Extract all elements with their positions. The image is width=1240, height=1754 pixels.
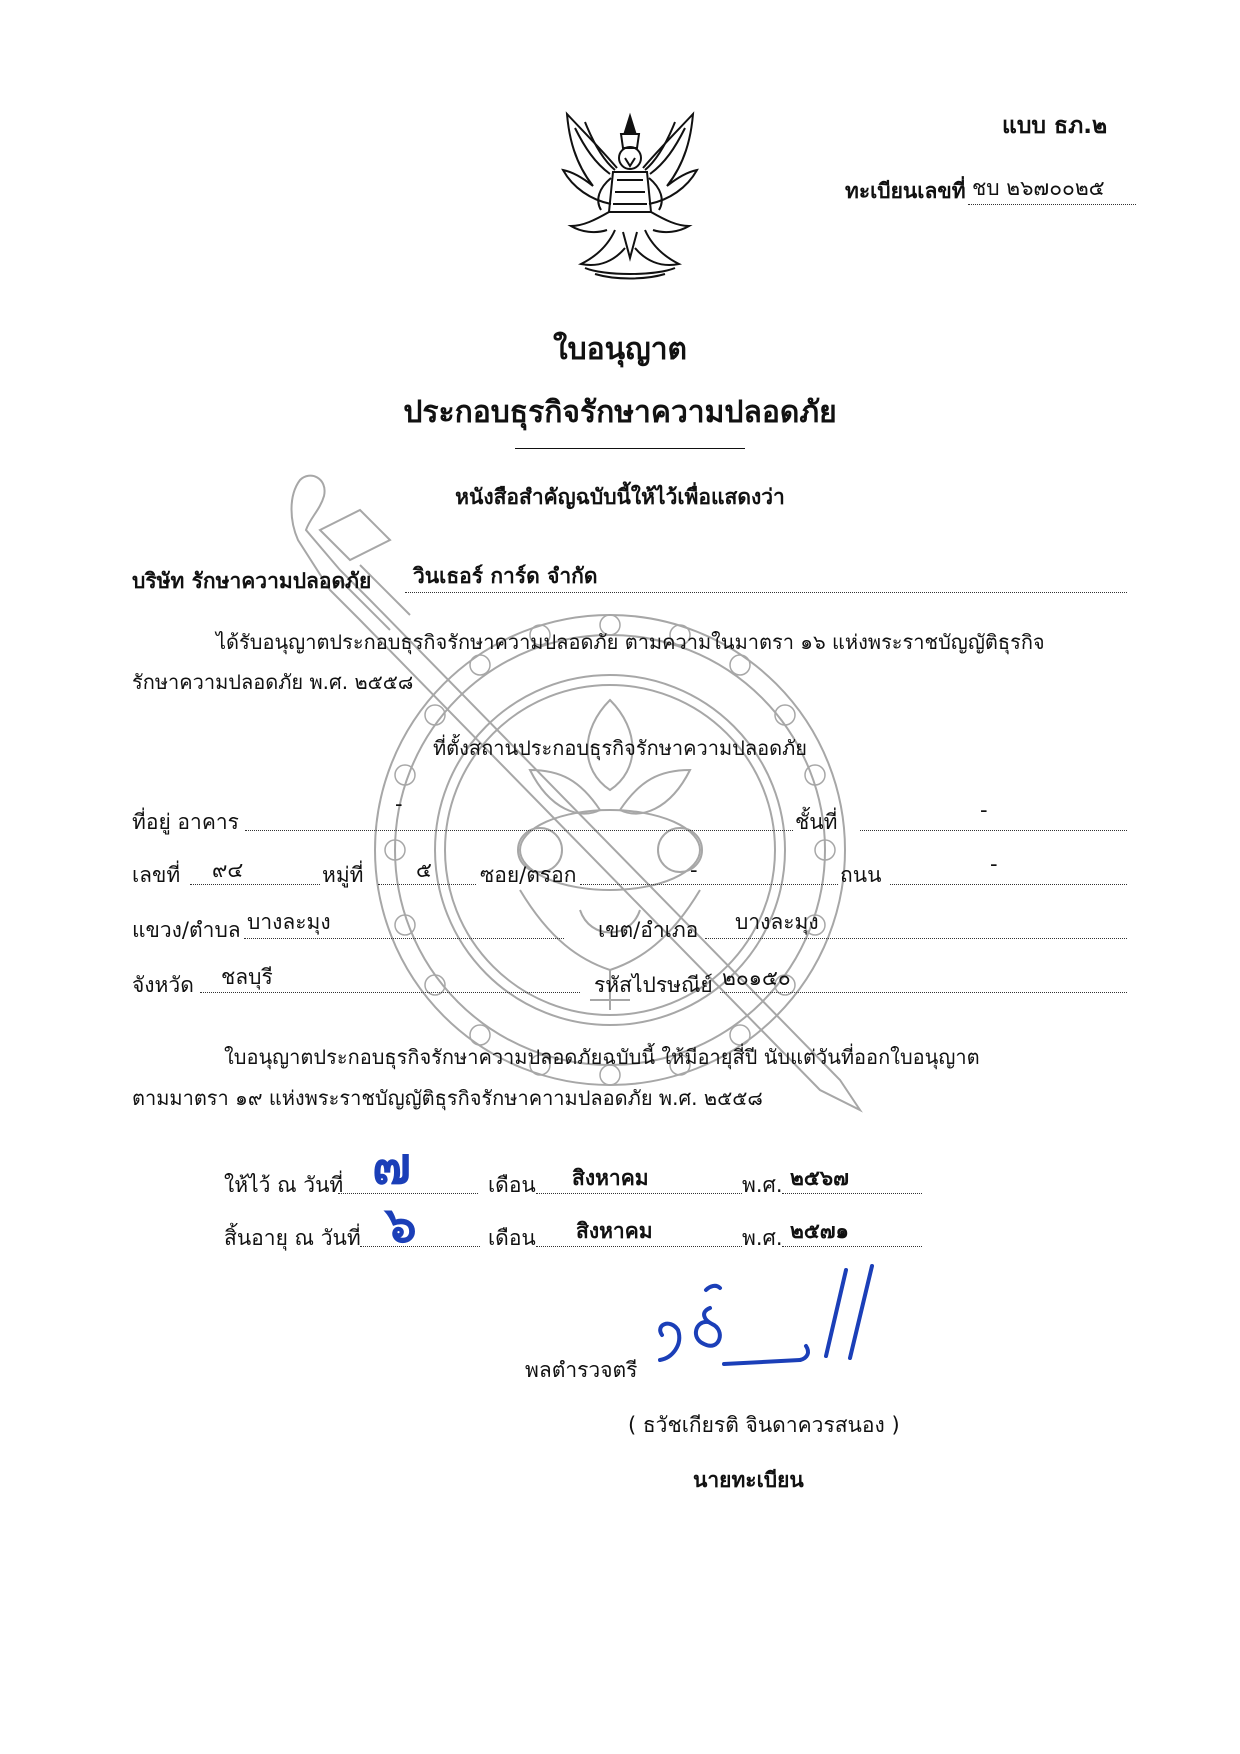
number-label: เลขที่ xyxy=(132,863,181,887)
district-value: บางละมุง xyxy=(735,910,819,934)
subdistrict-value: บางละมุง xyxy=(247,910,331,934)
expires-year-line xyxy=(782,1246,922,1247)
road-label: ถนน xyxy=(840,863,882,887)
expires-year-value: ๒๕๗๑ xyxy=(790,1219,849,1243)
province-value: ชลบุรี xyxy=(221,965,273,989)
company-label: บริษัท รักษาความปลอดภัย xyxy=(132,569,372,593)
document-title: ใบอนุญาต xyxy=(552,332,688,367)
district-label: เขต/อำเภอ xyxy=(598,918,699,942)
issued-month-value: สิงหาคม xyxy=(572,1166,649,1190)
postcode-line xyxy=(720,992,1127,993)
district-line xyxy=(705,938,1127,939)
expires-day-line xyxy=(360,1246,480,1247)
garuda-emblem xyxy=(545,108,715,283)
subdistrict-label: แขวง/ตำบล xyxy=(132,918,241,942)
location-heading: ที่ตั้งสถานประกอบธุรกิจรักษาความปลอดภัย xyxy=(432,736,808,760)
soi-value: - xyxy=(690,858,698,882)
building-label: ที่อยู่ อาคาร xyxy=(132,810,239,834)
expires-month-label: เดือน xyxy=(488,1226,536,1250)
signatory-title: นายทะเบียน xyxy=(693,1468,804,1492)
expires-label: สิ้นอายุ ณ วันที่ xyxy=(224,1226,361,1250)
road-value: - xyxy=(990,852,998,876)
soi-line xyxy=(580,884,838,885)
postcode-value: ๒๐๑๕๐ xyxy=(722,966,791,990)
signatory-rank: พลตำรวจตรี xyxy=(525,1358,638,1382)
floor-value: - xyxy=(980,798,988,822)
signatory-name: ( ธวัชเกียรติ จินดาควรสนอง ) xyxy=(628,1413,900,1437)
province-label: จังหวัด xyxy=(132,973,194,997)
issued-year-line xyxy=(782,1193,922,1194)
title-divider xyxy=(515,448,745,449)
registration-label: ทะเบียนเลขที่ xyxy=(845,179,966,203)
soi-label: ซอย/ตรอก xyxy=(480,863,577,887)
issued-month-line xyxy=(536,1193,742,1194)
para2-line1: ใบอนุญาตประกอบธุรกิจรักษาความปลอดภัยฉบับนี้ ให้มีอายุสี่ปี นับแต่วันที่ออกใบอนุญาต xyxy=(224,1045,980,1069)
para1-line1: ได้รับอนุญาตประกอบธุรกิจรักษาความปลอดภัย ตามความในมาตรา ๑๖ แห่งพระราชบัญญัติธุรกิจ xyxy=(216,630,1045,654)
para2-line2: ตามมาตรา ๑๙ แห่งพระราชบัญญัติธุรกิจรักษาคาามปลอดภัย พ.ศ. ๒๕๕๘ xyxy=(132,1086,763,1110)
issued-year-label: พ.ศ. xyxy=(742,1173,783,1197)
floor-line xyxy=(860,830,1127,831)
issued-month-label: เดือน xyxy=(488,1173,536,1197)
handwritten-signature xyxy=(650,1260,950,1400)
postcode-label: รหัสไปรษณีย์ xyxy=(594,973,713,997)
building-line xyxy=(245,830,793,831)
issued-day-value: ๗ xyxy=(372,1135,412,1196)
issued-label: ให้ไว้ ณ วันที่ xyxy=(224,1173,344,1197)
moo-value: ๕ xyxy=(416,858,432,882)
expires-day-value: ๖ xyxy=(385,1195,417,1254)
expires-year-label: พ.ศ. xyxy=(742,1226,783,1250)
issued-year-value: ๒๕๖๗ xyxy=(790,1166,849,1190)
company-value: วินเธอร์ การ์ด จำกัด xyxy=(413,564,598,588)
registration-value: ชบ ๒๖๗๐๐๒๕ xyxy=(972,176,1105,200)
para1-line2: รักษาความปลอดภัย พ.ศ. ๒๕๕๘ xyxy=(132,670,414,694)
road-line xyxy=(890,884,1127,885)
moo-line xyxy=(378,884,476,885)
seal-watermark xyxy=(280,470,920,1130)
province-line xyxy=(200,992,580,993)
number-value: ๙๔ xyxy=(212,858,244,882)
form-code: แบบ ธภ.๒ xyxy=(1002,113,1108,139)
floor-label: ชั้นที่ xyxy=(795,810,838,834)
building-value: - xyxy=(395,792,403,816)
expires-month-value: สิงหาคม xyxy=(576,1219,653,1243)
number-line xyxy=(190,884,320,885)
declaration-text: หนังสือสำคัญฉบับนี้ให้ไว้เพื่อแสดงว่า xyxy=(455,485,785,509)
moo-label: หมู่ที่ xyxy=(322,863,364,887)
document-subtitle: ประกอบธุรกิจรักษาความปลอดภัย xyxy=(403,395,837,430)
expires-month-line xyxy=(536,1246,742,1247)
subdistrict-line xyxy=(244,938,564,939)
registration-line xyxy=(968,204,1136,205)
company-line xyxy=(405,592,1127,593)
